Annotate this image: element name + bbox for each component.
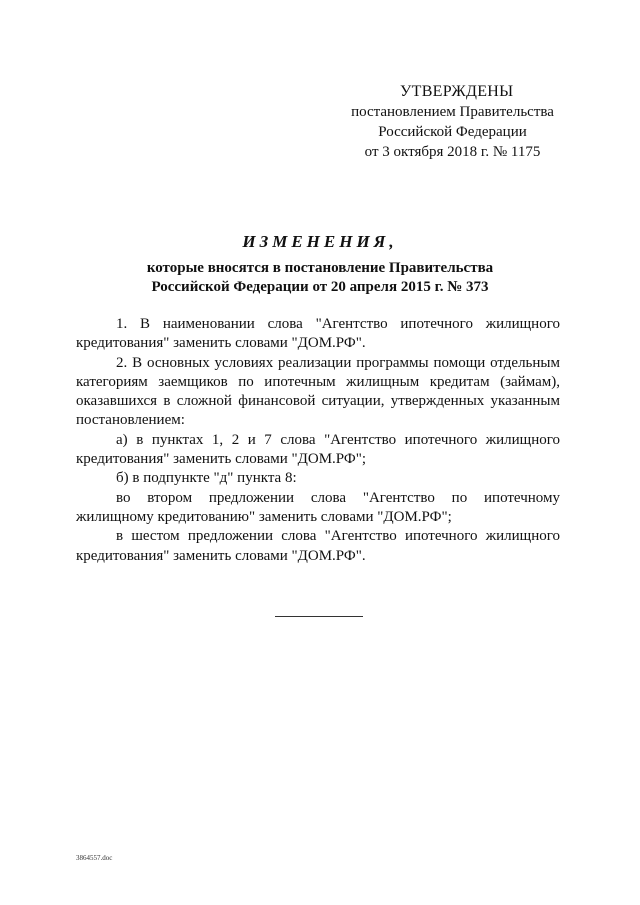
document-subtitle [0,259,640,297]
document-body [76,315,560,566]
end-rule [275,616,363,617]
approval-line-2: Российской Федерации [378,124,527,140]
paragraph-5: во втором предложении слова "Агентство по ипотечному жилищному кредитованию" заменить словами "ДОМ.РФ"; [76,489,560,525]
approval-line-1: постановлением Правительства [351,104,554,120]
paragraph-6: в шестом предложении слова "Агентство ипотечного жилищного кредитования" заменить словами "ДОМ.РФ". [76,528,560,564]
approval-stamp: УТВЕРЖДЕНЫ [400,83,514,100]
paragraph-4: б) в подпункте "д" пункта 8: [116,470,297,487]
paragraph-2: 2. В основных условиях реализации программы помощи отдельным категориям заемщиков по ипотечным жилищным кредитам (займам), оказавшихся в сложной финансовой ситуации, утвержденных указанным постановлением: [76,354,560,429]
approval-block [320,82,585,162]
approval-line-3: от 3 октября 2018 г. № 1175 [364,144,541,160]
paragraph-1: 1. В наименовании слова "Агентство ипотечного жилищного кредитования" заменить словами "ДОМ.РФ". [76,316,560,352]
subtitle-line-2: Российской Федерации от 20 апреля 2015 г. № 373 [151,279,489,295]
file-name-footer: 3864557.doc [76,854,113,862]
subtitle-line-1: которые вносятся в постановление Правительства [146,260,494,276]
paragraph-3: а) в пунктах 1, 2 и 7 слова "Агентство ипотечного жилищного кредитования" заменить словами "ДОМ.РФ"; [76,431,560,468]
document-title: ИЗМЕНЕНИЯ, [242,232,398,251]
